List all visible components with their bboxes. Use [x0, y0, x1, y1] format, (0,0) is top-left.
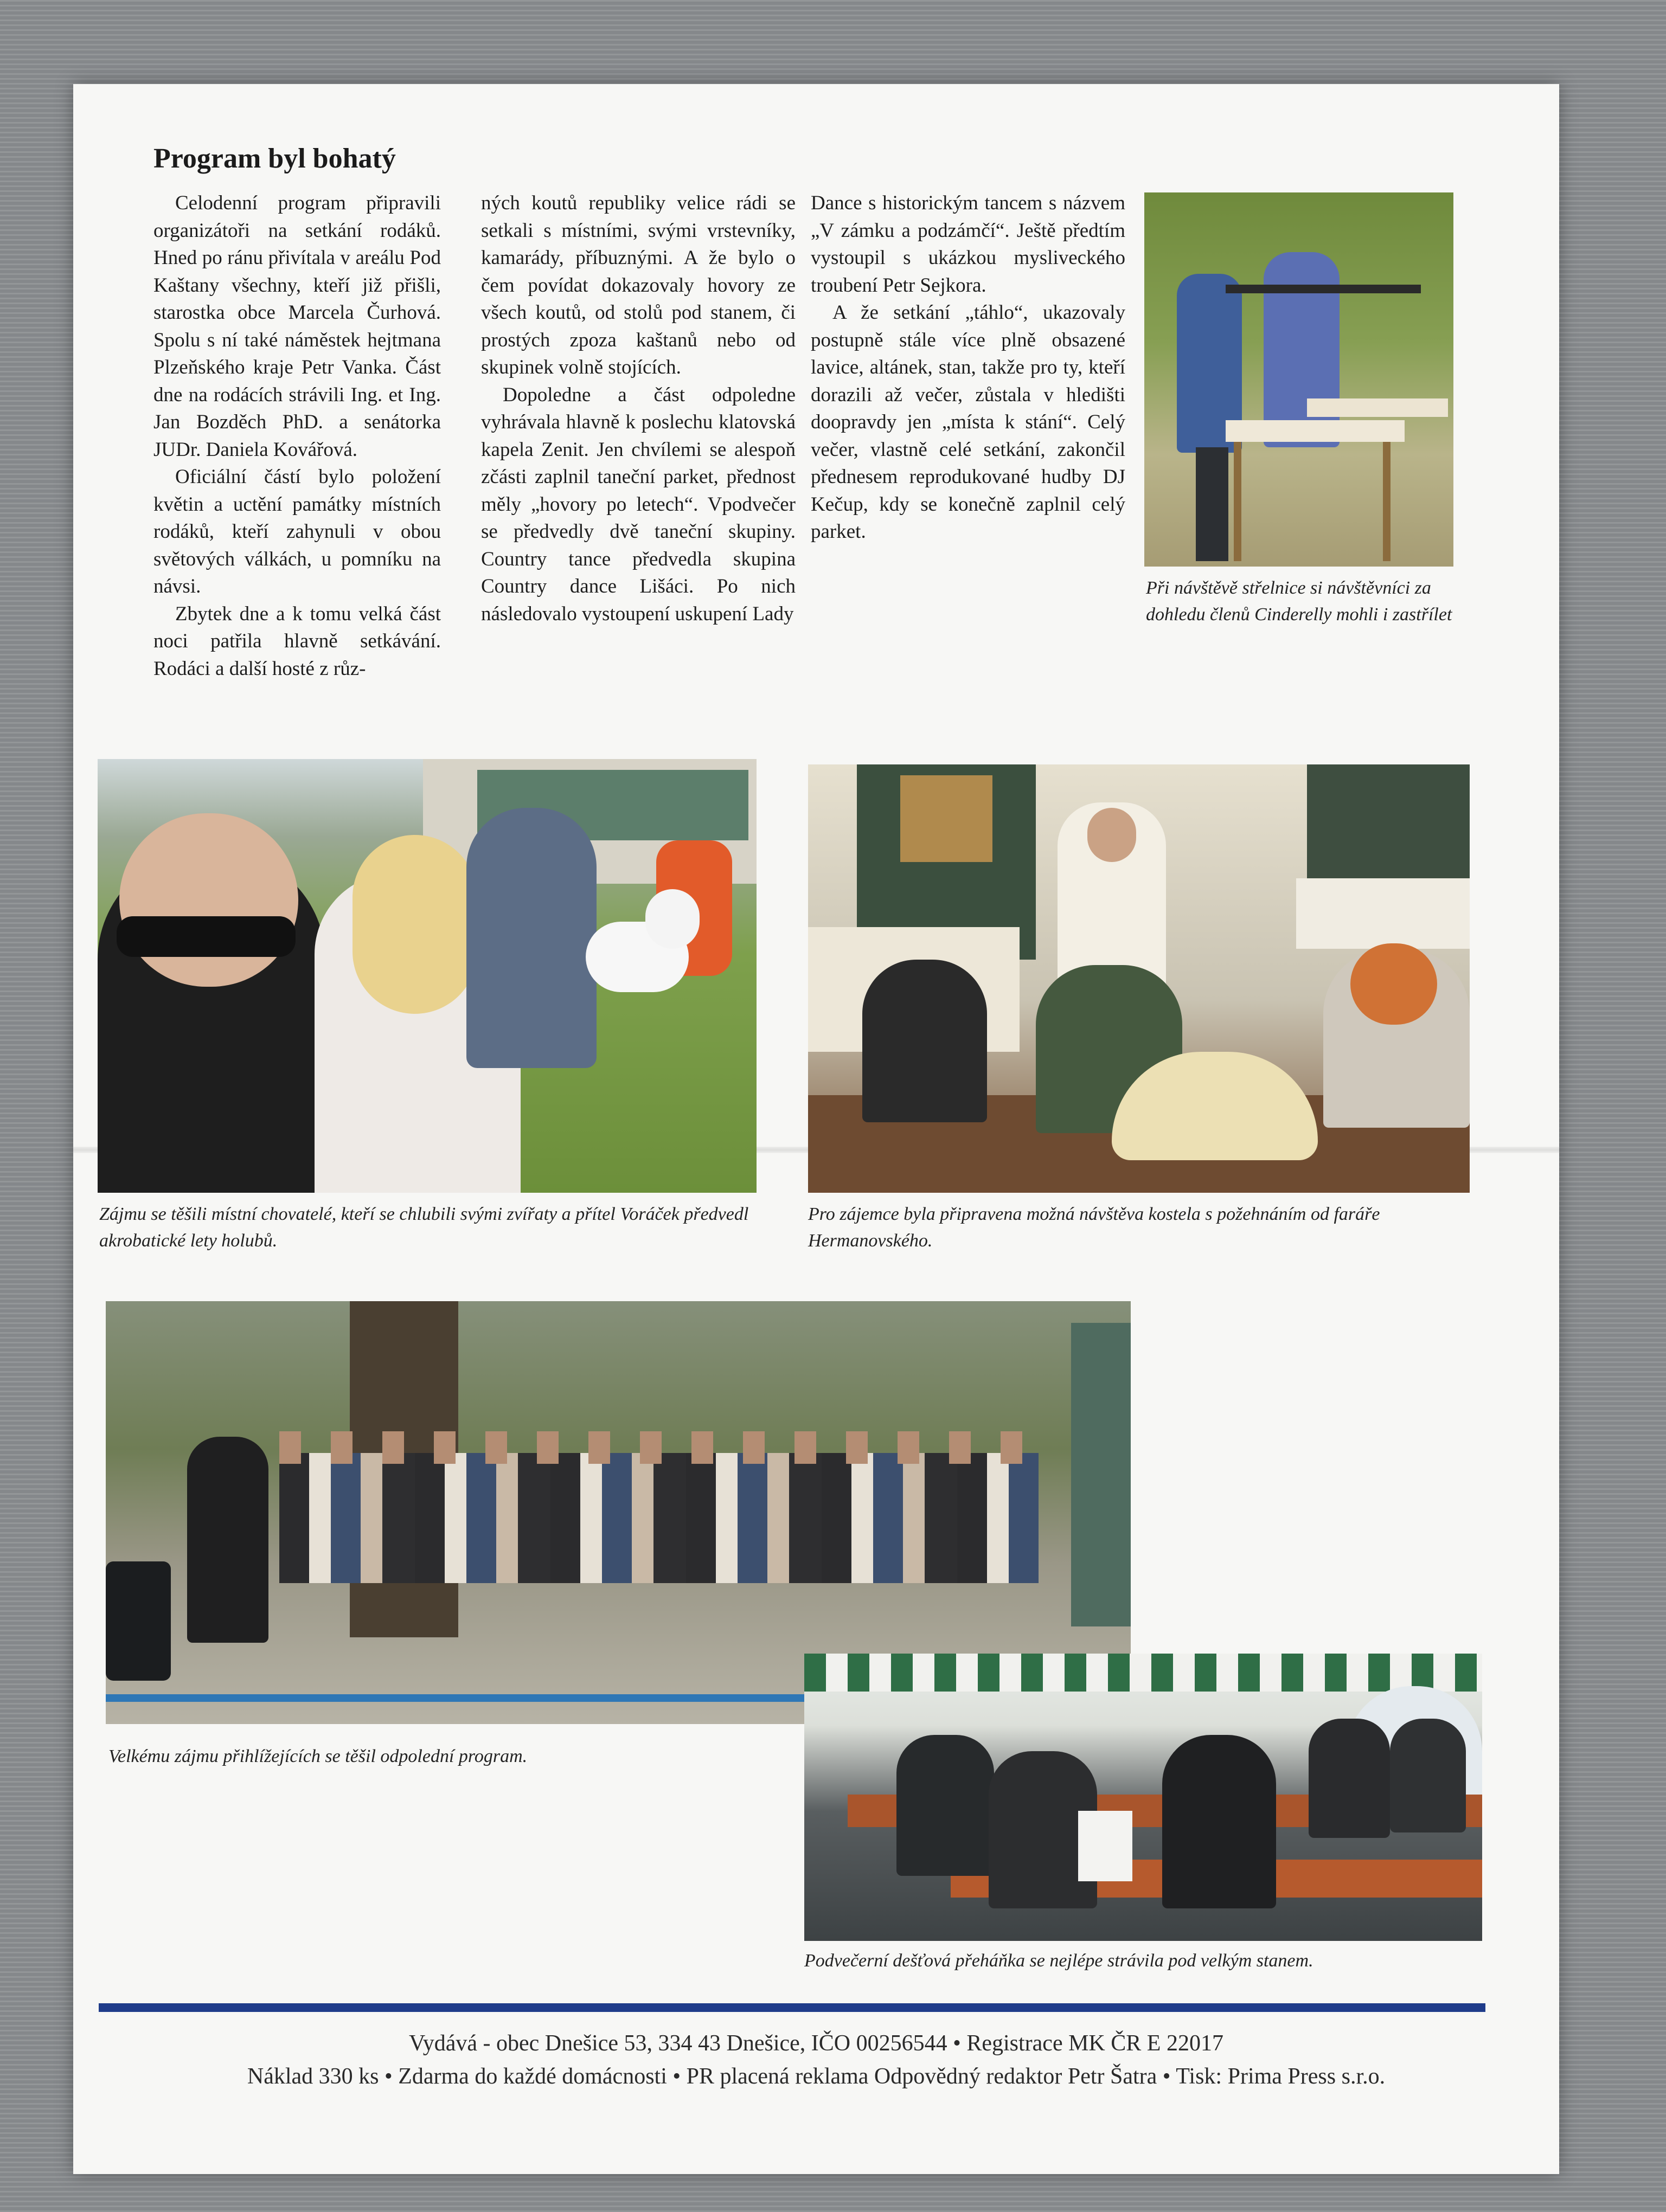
shooting-range-caption: Při návštěvě střelnice si návštěvníci za dohledu členů Cinderelly mohli i zastřílet [1146, 578, 1452, 625]
tent-caption: Podvečerní dešťová přeháňka se nejlépe strávila pod velkým stanem. [804, 1951, 1313, 1971]
paragraph: A že setkání „táhlo“, ukazovaly postupně stále více plně obsazené lavice, altánek, stan, takže pro ty, kteří dorazili až večer, zůstala v hledišti doopravdy jen „místa k stání“. Celý večer, vlastně celé setkání, zakončil přednesem reprodukované hudby DJ Kečup, kdy se konečně zaplnil celý parket. [811, 301, 1125, 543]
paragraph: Dance s historickým tancem s názvem „V zámku a podzámčí“. Ještě předtím vystoupil s ukázkou mysliveckého troubení Petr Sejkora. [811, 192, 1125, 297]
article-title: Program byl bohatý [153, 143, 396, 174]
paragraph: Dopoledne a část odpoledne vyhrávala hlavně k poslechu klatovská kapela Zenit. Jen chvílemi se alespoň zčásti zaplnil taneční parket, přednost měly „hovory po letech“. Vpodvečer se předvedly dvě taneční skupiny. Country tance předvedla skupina Country dance Lišáci. Po nich následovalo vystoupení uskupení Lady [481, 383, 796, 625]
crowd-caption: Velkému zájmu přihlížejících se těšil odpolední program. [108, 1746, 528, 1766]
church-photo [808, 764, 1470, 1193]
pigeons-photo [98, 759, 757, 1193]
church-caption: Pro zájemce byla připravena možná návštěva kostela s požehnáním od faráře Hermanovského. [808, 1204, 1380, 1251]
paragraph: Zbytek dne a k tomu velká část noci patřila hlavně setkávání. Rodáci a další hosté z růz- [153, 602, 441, 680]
paragraph: Celodenní program připravili organizátoři na setkání rodáků. Hned po ránu přivítala v areálu Pod Kaštany všechny, kteří již přišli, starostka obce Marcela Čurhová. Spolu s ní také náměstek hejtmana Plzeňského kraje Petr Vanka. Část dne na rodácích strávili Ing. et Ing. Jan Bozděch PhD. a senátorka JUDr. Daniela Kovářová. [153, 192, 441, 461]
footer-divider [99, 2003, 1485, 2012]
footer-print-line: Náklad 330 ks • Zdarma do každé domácnosti • PR placená reklama Odpovědný redaktor Petr Šatra • Tisk: Prima Press s.r.o. [247, 2064, 1386, 2089]
tent-photo [804, 1654, 1482, 1941]
shooting-range-photo [1144, 192, 1453, 567]
footer-publisher-line: Vydává - obec Dnešice 53, 334 43 Dnešice, IČO 00256544 • Registrace MK ČR E 22017 [409, 2031, 1223, 2056]
pigeons-caption: Zájmu se těšili místní chovatelé, kteří se chlubili svými zvířaty a přítel Voráček předvedl akrobatické lety holubů. [99, 1204, 749, 1251]
paragraph: ných koutů republiky velice rádi se setkali s místními, svými vrstevníky, kamarády, příbuznými. A že bylo o čem povídat dokazovaly hovory ze všech koutů, od stolů pod stanem, či prostých zpoza kaštanů nebo od skupinek volně stojících. [481, 192, 796, 378]
article-column-3 [811, 190, 1125, 546]
paragraph: Oficiální částí bylo položení květin a uctění památky místních rodáků, kteří zahynuli v obou světových válkách, u pomníku na návsi. [153, 466, 441, 597]
newsletter-page [73, 84, 1559, 2174]
article-column-2 [481, 190, 796, 628]
article-column-1 [153, 190, 441, 683]
